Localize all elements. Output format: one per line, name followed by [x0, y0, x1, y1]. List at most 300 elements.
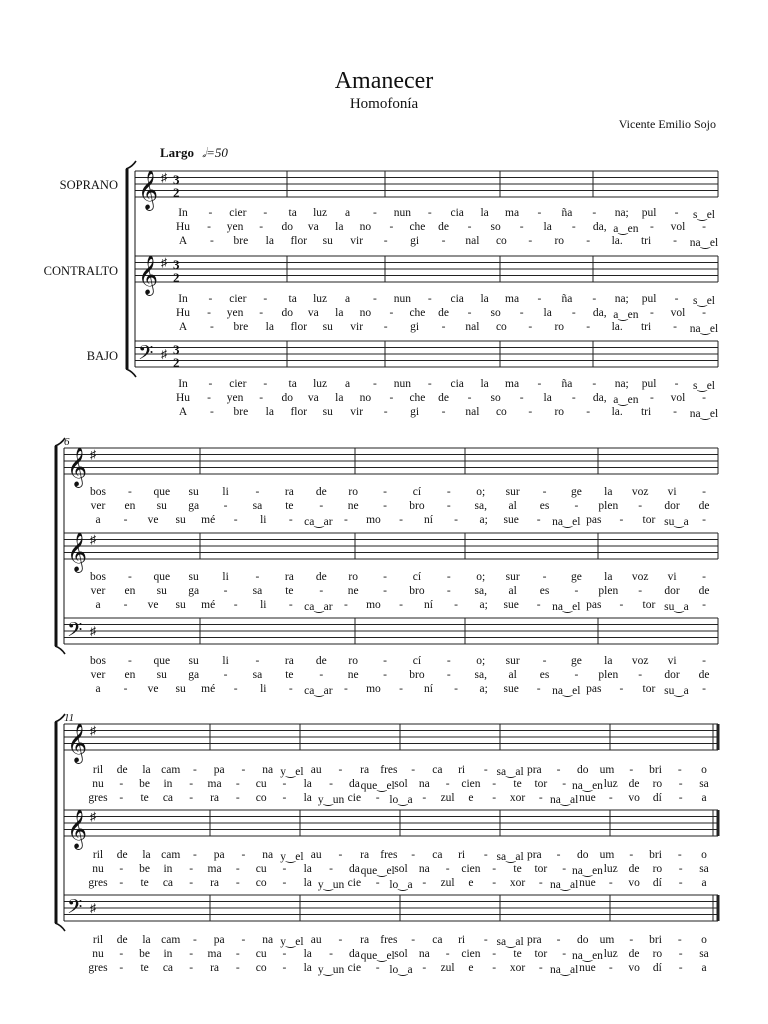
lyric-syllable: au	[310, 934, 322, 946]
lyric-syllable: xor	[509, 877, 526, 889]
lyric-syllable: -	[629, 849, 634, 861]
lyric-syllable: -	[556, 849, 561, 861]
lyric-syllable: um	[599, 849, 615, 861]
lyric-syllable: fres	[380, 934, 398, 946]
lyric-syllable: -	[338, 934, 343, 946]
lyric-syllable: -	[492, 948, 497, 960]
lyric-syllable: te	[513, 863, 522, 875]
lyric-syllable: no	[359, 307, 372, 319]
lyric-syllable: -	[556, 934, 561, 946]
lyric-syllable: voz	[631, 655, 649, 667]
lyric-syllable: li	[222, 486, 229, 498]
lyric-syllable: y‿un	[317, 794, 345, 806]
lyric-syllable: -	[288, 683, 293, 695]
lyric-syllable: de	[438, 392, 449, 404]
lyric-syllable: na‿al	[549, 794, 579, 806]
lyric-syllable: te	[285, 669, 294, 681]
lyric-syllable: A	[178, 406, 188, 418]
tempo-metronome: 𝅗𝅥=50	[201, 145, 228, 160]
lyric-syllable: -	[119, 962, 124, 974]
lyric-syllable: pul	[641, 207, 657, 219]
lyric-syllable: -	[282, 792, 287, 804]
lyric-syllable: gres	[88, 877, 108, 889]
lyric-syllable: cie	[347, 962, 362, 974]
lyric-syllable: o	[701, 934, 707, 946]
lyric-syllable: -	[223, 585, 228, 597]
lyric-syllable: su‿a	[664, 516, 689, 528]
lyric-syllable: -	[574, 500, 579, 512]
lyric-syllable: -	[223, 500, 228, 512]
lyric-syllable: a	[95, 599, 101, 611]
lyric-syllable: tor	[642, 599, 656, 611]
lyric-syllable: cam	[161, 849, 181, 861]
lyric-syllable: -	[338, 849, 343, 861]
lyric-syllable: la	[303, 948, 312, 960]
lyric-syllable: -	[241, 934, 246, 946]
lyric-syllable: da	[348, 778, 360, 790]
lyric-syllable: -	[538, 877, 543, 889]
lyric-syllable: -	[446, 486, 451, 498]
lyric-syllable: no	[359, 221, 372, 233]
system-bracket	[126, 161, 136, 169]
lyric-syllable: la	[335, 307, 344, 319]
lyric-syllable: ta	[288, 293, 297, 305]
lyric-syllable: cu	[255, 778, 267, 790]
lyric-syllable: cam	[161, 764, 181, 776]
lyric-syllable: luz	[603, 948, 618, 960]
lyric-syllable: de	[628, 863, 640, 875]
lyric-syllable: sol	[394, 863, 408, 875]
lyric-syllable: sa	[252, 669, 263, 681]
lyric-syllable: ver	[90, 585, 106, 597]
lyric-syllable: na;	[614, 378, 629, 390]
lyric-syllable: vi	[667, 571, 677, 583]
lyric-syllable: ri	[458, 849, 466, 861]
lyric-syllable: fres	[380, 764, 398, 776]
lyric-syllable: be	[139, 948, 151, 960]
lyric-syllable: -	[638, 500, 643, 512]
lyric-syllable: gi	[410, 321, 420, 333]
lyric-syllable: la	[604, 655, 613, 667]
lyric-syllable: la	[142, 764, 151, 776]
lyric-syllable: -	[319, 585, 324, 597]
lyric-syllable: co	[255, 792, 267, 804]
lyric-syllable: va	[307, 221, 319, 233]
lyric-syllable: -	[263, 293, 268, 305]
lyric-syllable: bre	[233, 235, 249, 247]
lyric-syllable: -	[383, 585, 387, 597]
lyric-syllable: yen	[226, 221, 244, 233]
lyric-syllable: pa	[213, 849, 225, 861]
time-signature-icon: 2	[173, 270, 180, 285]
lyric-syllable: ma	[505, 207, 520, 219]
lyric-syllable: -	[562, 948, 567, 960]
lyric-syllable: -	[319, 500, 324, 512]
sharp-icon: ♯	[161, 170, 167, 185]
lyric-syllable: que	[153, 571, 171, 583]
lyric-syllable: -	[441, 321, 446, 333]
lyric-syllable: ril	[92, 849, 104, 861]
lyric-syllable: -	[702, 486, 706, 498]
lyric-syllable: de	[698, 585, 710, 597]
lyric-syllable: vol	[670, 392, 686, 404]
lyric-syllable: -	[235, 948, 240, 960]
lyric-syllable: sur	[505, 655, 520, 667]
lyric-syllable: ní	[424, 683, 434, 695]
lyric-syllable: -	[207, 221, 211, 233]
lyric-syllable: -	[586, 321, 591, 333]
lyric-syllable: na‿el	[689, 408, 719, 420]
lyric-syllable: ca‿ar	[304, 516, 333, 528]
lyric-syllable: ril	[92, 934, 104, 946]
lyric-syllable: tor	[642, 683, 656, 695]
system-bracket	[55, 646, 65, 654]
lyric-syllable: -	[586, 406, 591, 418]
lyric-syllable: al	[508, 500, 517, 512]
lyric-syllable: na‿en	[571, 865, 603, 877]
bass-clef-icon: 𝄢	[138, 341, 154, 369]
lyric-syllable: ma	[505, 378, 520, 390]
lyric-syllable: na	[418, 948, 430, 960]
lyric-syllable: -	[233, 683, 238, 695]
lyric-syllable: que	[153, 655, 171, 667]
lyric-syllable: plen	[598, 500, 619, 512]
lyric-syllable: -	[674, 293, 679, 305]
lyric-syllable: -	[233, 514, 238, 526]
lyric-syllable: ca	[162, 962, 174, 974]
lyric-syllable: bos	[90, 486, 106, 498]
lyric-syllable: nun	[393, 293, 411, 305]
lyric-syllable: ro	[652, 948, 663, 960]
lyric-syllable: -	[193, 764, 197, 776]
lyric-syllable: la	[480, 207, 489, 219]
lyric-syllable: ve	[147, 599, 159, 611]
lyric-syllable: -	[255, 655, 260, 667]
lyric-syllable: -	[542, 486, 547, 498]
lyric-syllable: cier	[229, 207, 247, 219]
lyric-syllable: a	[701, 792, 707, 804]
lyric-syllable: -	[537, 207, 542, 219]
lyric-syllable: ra	[360, 934, 370, 946]
lyric-syllable: -	[454, 599, 458, 611]
lyric-syllable: na‿el	[552, 601, 581, 613]
lyric-syllable: -	[119, 792, 124, 804]
lyric-syllable: -	[649, 221, 654, 233]
lyric-syllable: fres	[380, 849, 398, 861]
lyric-syllable: -	[592, 293, 597, 305]
lyric-syllable: -	[467, 221, 472, 233]
treble-clef-icon: 𝄞	[67, 447, 88, 487]
lyric-syllable: -	[235, 877, 240, 889]
lyric-syllable: cien	[461, 778, 481, 790]
lyric-syllable: e	[468, 792, 474, 804]
lyric-syllable: ge	[570, 571, 582, 583]
lyric-syllable: -	[445, 778, 450, 790]
lyric-syllable: va	[307, 307, 319, 319]
lyric-syllable: su	[322, 235, 333, 247]
lyric-syllable: de	[438, 221, 449, 233]
lyric-syllable: ne	[347, 669, 359, 681]
lyric-syllable: -	[467, 307, 472, 319]
lyric-syllable: co	[255, 962, 267, 974]
lyric-syllable: la	[604, 486, 613, 498]
lyric-syllable: a	[344, 378, 351, 390]
lyric-syllable: ro	[348, 655, 358, 667]
lyric-syllable: -	[542, 571, 547, 583]
lyric-syllable: -	[702, 655, 706, 667]
lyric-syllable: al	[508, 585, 517, 597]
lyric-syllable: -	[411, 849, 416, 861]
lyric-syllable: al	[508, 669, 517, 681]
lyric-syllable: dor	[664, 585, 680, 597]
lyric-syllable: bri	[649, 849, 662, 861]
lyric-syllable: -	[389, 392, 394, 404]
lyric-syllable: ro	[348, 571, 358, 583]
lyric-syllable: ca‿ar	[304, 601, 333, 613]
lyric-syllable: -	[343, 599, 348, 611]
lyric-syllable: -	[638, 669, 643, 681]
sharp-icon: ♯	[161, 255, 167, 270]
voice-label-bajo: BAJO	[86, 349, 118, 363]
system-bracket	[126, 369, 136, 377]
lyric-syllable: um	[599, 934, 615, 946]
lyric-syllable: o;	[476, 486, 486, 498]
lyric-syllable: vo	[628, 962, 640, 974]
lyric-syllable: -	[422, 792, 427, 804]
lyric-syllable: -	[674, 207, 679, 219]
time-signature-icon: 3	[173, 257, 180, 272]
system-bracket	[55, 923, 65, 931]
lyric-syllable: -	[235, 863, 240, 875]
lyric-syllable: che	[409, 221, 426, 233]
lyric-syllable: luz	[313, 293, 328, 305]
lyric-syllable: te	[285, 500, 294, 512]
lyric-syllable: -	[608, 792, 613, 804]
lyric-syllable: ve	[147, 514, 159, 526]
lyric-syllable: su	[175, 599, 186, 611]
lyric-syllable: -	[399, 514, 403, 526]
lyric-syllable: ro	[348, 486, 358, 498]
lyric-syllable: pa	[213, 934, 225, 946]
lyric-syllable: -	[562, 778, 567, 790]
lyric-syllable: vo	[628, 877, 640, 889]
lyric-syllable: ga	[188, 500, 200, 512]
lyric-syllable: a;	[479, 683, 488, 695]
lyric-syllable: -	[189, 962, 194, 974]
lyric-syllable: -	[536, 514, 541, 526]
lyric-syllable: -	[574, 669, 579, 681]
lyric-syllable: vi	[667, 655, 677, 667]
lyric-syllable: y‿el	[280, 766, 304, 778]
lyric-syllable: -	[207, 392, 211, 404]
lyric-syllable: -	[193, 934, 197, 946]
lyric-syllable: ña	[561, 378, 573, 390]
lyric-syllable: -	[678, 778, 683, 790]
lyric-syllable: -	[678, 948, 683, 960]
lyric-syllable: -	[241, 849, 246, 861]
lyric-syllable: tor	[642, 514, 656, 526]
lyric-syllable: pas	[586, 514, 602, 526]
lyric-syllable: Hu	[175, 307, 191, 319]
sharp-icon: ♯	[161, 347, 167, 361]
time-signature-icon: 3	[173, 342, 180, 357]
lyric-syllable: pul	[641, 293, 657, 305]
lyric-syllable: -	[519, 307, 524, 319]
lyric-syllable: na	[262, 934, 274, 946]
lyric-syllable: co	[495, 406, 507, 418]
lyric-syllable: sa‿al	[496, 936, 524, 948]
lyric-syllable: bri	[649, 934, 662, 946]
lyric-syllable: -	[519, 392, 524, 404]
lyric-syllable: -	[373, 207, 377, 219]
lyric-syllable: te	[140, 792, 149, 804]
lyric-syllable: na‿en	[571, 950, 603, 962]
lyric-syllable: -	[571, 392, 576, 404]
lyric-syllable: de	[116, 764, 128, 776]
lyric-syllable: -	[383, 669, 387, 681]
lyric-syllable: que‿el	[360, 780, 395, 792]
lyric-syllable: -	[586, 235, 591, 247]
lyric-syllable: a‿en	[613, 223, 639, 235]
lyric-syllable: -	[123, 514, 128, 526]
lyric-syllable: es	[539, 669, 550, 681]
lyric-syllable: mo	[366, 683, 381, 695]
lyric-syllable: -	[446, 500, 451, 512]
lyric-syllable: plen	[598, 585, 619, 597]
lyric-syllable: -	[608, 962, 613, 974]
lyric-syllable: -	[210, 406, 214, 418]
lyric-syllable: -	[528, 406, 533, 418]
lyric-syllable: la	[543, 221, 552, 233]
lyric-syllable: -	[492, 877, 497, 889]
lyric-syllable: nu	[92, 948, 104, 960]
lyric-syllable: cien	[461, 863, 481, 875]
lyric-syllable: cia	[450, 378, 464, 390]
lyric-syllable: gi	[410, 406, 420, 418]
lyric-syllable: -	[189, 877, 194, 889]
lyric-syllable: -	[571, 221, 576, 233]
lyric-syllable: -	[389, 221, 394, 233]
lyric-syllable: -	[678, 792, 683, 804]
lyric-syllable: -	[255, 486, 260, 498]
lyric-syllable: do	[281, 221, 293, 233]
lyric-syllable: yen	[226, 392, 244, 404]
lyric-syllable: -	[678, 962, 683, 974]
lyric-syllable: -	[383, 406, 388, 418]
lyric-syllable: -	[343, 683, 348, 695]
lyric-syllable: bri	[649, 764, 662, 776]
lyric-syllable: mo	[366, 514, 381, 526]
lyric-syllable: -	[427, 293, 432, 305]
lyric-syllable: sue	[503, 514, 519, 526]
lyric-syllable: ro	[554, 321, 565, 333]
lyric-syllable: dí	[652, 877, 662, 889]
lyric-syllable: -	[673, 406, 677, 418]
lyric-syllable: o;	[476, 655, 486, 667]
lyric-syllable: da	[348, 863, 360, 875]
lyric-syllable: -	[375, 877, 380, 889]
lyric-syllable: sa	[699, 948, 709, 960]
lyric-syllable: gres	[88, 792, 108, 804]
lyric-syllable: -	[383, 655, 387, 667]
lyric-syllable: au	[310, 849, 322, 861]
lyric-syllable: li	[260, 514, 267, 526]
lyric-syllable: so	[490, 221, 501, 233]
lyric-syllable: ra	[210, 792, 219, 804]
lyric-syllable: vir	[350, 406, 364, 418]
lyric-syllable: -	[411, 764, 416, 776]
sharp-icon: ♯	[90, 624, 96, 638]
lyric-syllable: ma	[207, 863, 222, 875]
lyric-syllable: -	[427, 378, 432, 390]
lyric-syllable: -	[329, 778, 333, 790]
lyric-syllable: -	[282, 962, 287, 974]
lyric-syllable: de	[315, 655, 327, 667]
lyric-syllable: -	[319, 669, 324, 681]
lyric-syllable: nal	[465, 406, 480, 418]
lyric-syllable: -	[223, 669, 228, 681]
lyric-syllable: s‿el	[692, 380, 716, 392]
lyric-syllable: na	[418, 863, 430, 875]
lyric-syllable: bro	[409, 500, 425, 512]
lyric-syllable: sue	[503, 683, 519, 695]
lyric-syllable: tor	[534, 778, 548, 790]
lyric-syllable: -	[702, 514, 706, 526]
lyric-syllable: -	[441, 406, 446, 418]
lyric-syllable: ri	[458, 764, 466, 776]
lyric-syllable: nue	[579, 962, 596, 974]
lyric-syllable: -	[343, 514, 348, 526]
lyric-syllable: s‿el	[692, 295, 716, 307]
lyric-syllable: A	[178, 235, 188, 247]
lyric-syllable: -	[467, 392, 472, 404]
lyric-syllable: zul	[440, 792, 455, 804]
lyric-syllable: plen	[598, 669, 619, 681]
lyric-syllable: que‿el	[360, 950, 395, 962]
lyric-syllable: te	[513, 948, 522, 960]
lyric-syllable: so	[490, 392, 501, 404]
lyric-syllable: ro	[652, 863, 663, 875]
lyric-syllable: la	[335, 221, 344, 233]
lyric-syllable: ra	[360, 764, 370, 776]
lyric-syllable: a‿en	[613, 309, 639, 321]
treble-clef-icon: 𝄞	[67, 723, 88, 763]
lyric-syllable: la	[265, 321, 274, 333]
lyric-syllable: cier	[229, 293, 247, 305]
lyric-syllable: -	[123, 683, 128, 695]
lyric-syllable: ma	[207, 948, 222, 960]
lyric-syllable: pa	[213, 764, 225, 776]
lyric-syllable: -	[427, 207, 432, 219]
lyric-syllable: -	[673, 321, 677, 333]
lyric-syllable: bos	[90, 655, 106, 667]
lyric-syllable: na‿al	[549, 879, 579, 891]
lyric-syllable: la	[303, 962, 312, 974]
lyric-syllable: -	[483, 934, 488, 946]
lyric-syllable: da,	[592, 221, 607, 233]
lyric-syllable: -	[399, 683, 403, 695]
lyric-syllable: -	[123, 599, 128, 611]
lyric-syllable: la	[604, 571, 613, 583]
composer-name: Vicente Emilio Sojo	[618, 117, 716, 131]
lyric-syllable: da	[348, 948, 360, 960]
lyric-syllable: -	[592, 378, 597, 390]
lyric-syllable: -	[629, 764, 634, 776]
lyric-syllable: -	[538, 962, 543, 974]
lyric-syllable: -	[678, 877, 683, 889]
measure-number-6: 6	[64, 436, 70, 448]
lyric-syllable: o	[701, 764, 707, 776]
